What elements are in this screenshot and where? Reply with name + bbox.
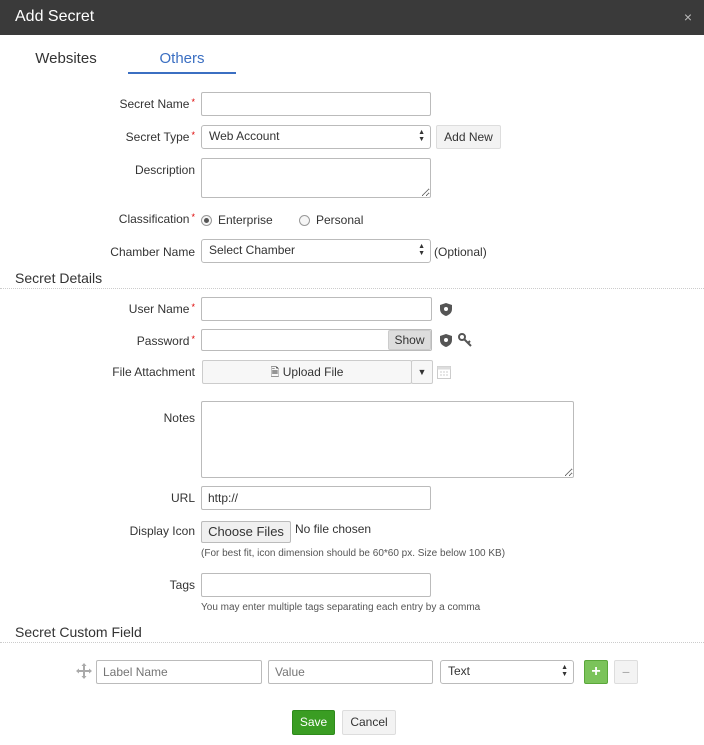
custom-field-type-select[interactable] (440, 660, 574, 684)
upload-file-label: Upload File (282, 365, 344, 379)
url-label: URL (170, 491, 195, 505)
password-label: Password * (136, 334, 195, 348)
description-textarea[interactable] (201, 158, 431, 198)
tags-label: Tags (169, 578, 195, 592)
no-file-chosen-text: No file chosen (295, 522, 372, 536)
tab-websites[interactable]: Websites (35, 50, 97, 67)
add-field-button[interactable]: + (584, 660, 608, 684)
user-name-label: User Name * (128, 302, 195, 316)
custom-field-value-input[interactable] (268, 660, 433, 684)
select-arrows-icon: ▲ ▼ (418, 243, 425, 257)
required-marker: * (191, 334, 195, 344)
choose-files-button[interactable]: Choose Files (201, 521, 291, 543)
secret-type-value: Web Account (209, 129, 280, 143)
chamber-select[interactable] (201, 239, 431, 263)
chamber-select-value: Select Chamber (209, 243, 296, 257)
custom-field-heading: Secret Custom Field (15, 624, 142, 640)
required-marker: * (191, 212, 195, 222)
show-password-button[interactable]: Show (388, 330, 431, 350)
tab-others[interactable]: Others (128, 50, 236, 74)
cancel-button[interactable]: Cancel (342, 710, 396, 735)
calendar-icon[interactable] (437, 365, 451, 379)
enterprise-radio-label: Enterprise (218, 213, 273, 227)
move-handle-icon[interactable] (76, 663, 92, 679)
secret-details-heading: Secret Details (15, 270, 103, 286)
personal-radio-label: Personal (316, 213, 364, 227)
select-arrows-icon: ▲ ▼ (418, 129, 425, 143)
close-icon[interactable]: × (683, 9, 692, 25)
key-icon[interactable] (458, 333, 472, 347)
file-attachment-label: File Attachment (112, 365, 195, 379)
save-button[interactable]: Save (292, 710, 335, 735)
required-marker: * (191, 302, 195, 312)
section-divider (0, 288, 704, 289)
chamber-name-label: Chamber Name (110, 245, 195, 259)
secret-type-label: Secret Type * (125, 130, 195, 144)
file-icon: 🗎 (270, 367, 280, 379)
secret-name-input[interactable] (201, 92, 431, 116)
upload-file-button[interactable] (202, 360, 412, 384)
description-label: Description (134, 163, 195, 177)
url-input[interactable] (201, 486, 431, 510)
shield-icon[interactable] (440, 334, 452, 347)
user-name-input[interactable] (201, 297, 432, 321)
secret-name-label: Secret Name * (119, 97, 195, 111)
display-icon-label: Display Icon (129, 524, 195, 538)
custom-field-label-input[interactable] (96, 660, 262, 684)
classification-label: Classification * (118, 212, 195, 226)
custom-field-type-value: Text (448, 664, 471, 678)
shield-icon[interactable] (440, 303, 452, 316)
personal-radio[interactable] (299, 215, 310, 226)
add-new-button[interactable]: Add New (436, 125, 501, 149)
select-arrows-icon: ▲ ▼ (561, 664, 568, 678)
notes-label: Notes (163, 411, 195, 425)
tags-input[interactable] (201, 573, 431, 597)
required-marker: * (191, 130, 195, 140)
display-icon-hint: (For best fit, icon dimension should be 60*60 px. Size below 100 KB) (201, 548, 506, 559)
enterprise-radio[interactable] (201, 215, 212, 226)
secret-type-select[interactable] (201, 125, 431, 149)
dialog-title: Add Secret (15, 8, 95, 25)
remove-field-button[interactable]: − (614, 660, 638, 684)
upload-options-toggle[interactable]: ▼ (411, 360, 433, 384)
chamber-optional-text: (Optional) (434, 245, 487, 259)
required-marker: * (191, 97, 195, 107)
section-divider (0, 642, 704, 643)
notes-textarea[interactable] (201, 401, 574, 478)
tags-hint: You may enter multiple tags separating each entry by a comma (201, 602, 481, 613)
dialog-title-bar (0, 0, 704, 35)
